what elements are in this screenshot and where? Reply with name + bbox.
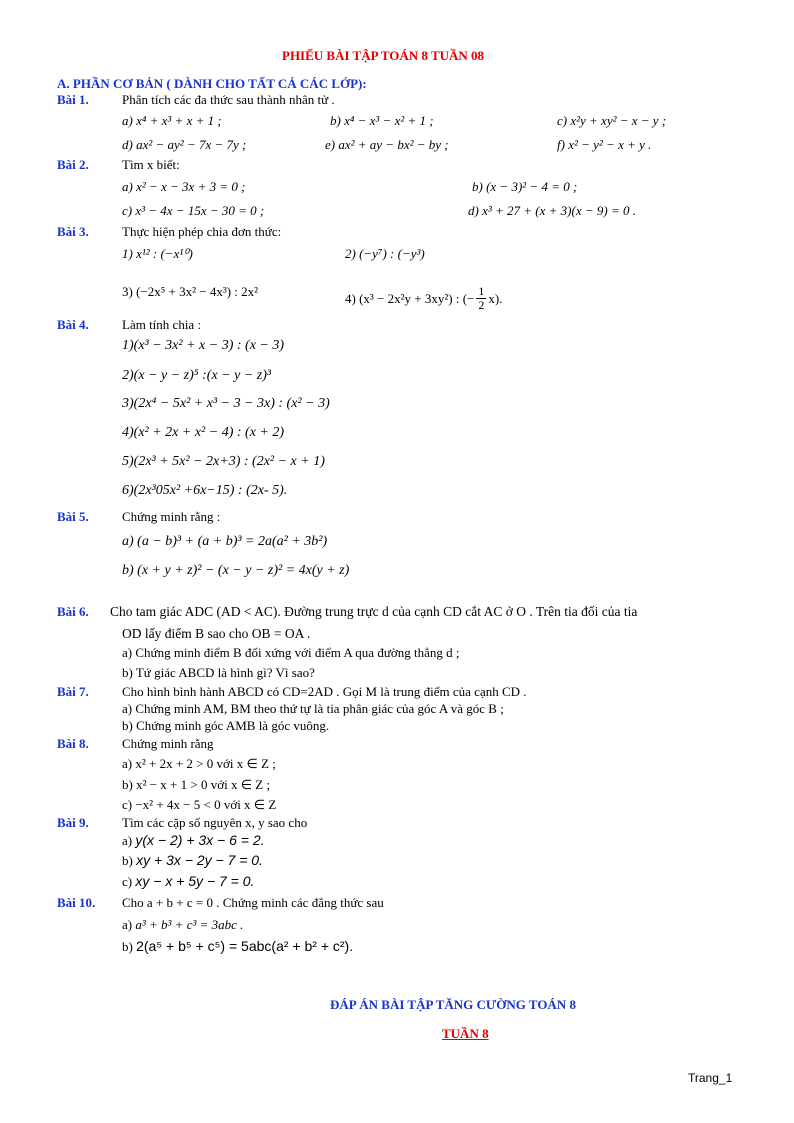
- exercise-item: c) x²y + xy² − x − y ;: [557, 113, 667, 128]
- exercise-label: Bài 1.: [57, 92, 89, 107]
- exercise-label: Bài 8.: [57, 736, 89, 751]
- exercise-prompt: Tìm các cặp số nguyên x, y sao cho: [122, 815, 308, 830]
- exercise-text: OD lấy điểm B sao cho OB = OA .: [122, 626, 311, 641]
- exercise-prompt: Thực hiện phép chia đơn thức:: [122, 224, 282, 239]
- exercise-item: 4)(x² + 2x + x² − 4) : (x + 2): [122, 425, 285, 440]
- exercise-text: b) Chứng minh góc AMB là góc vuông.: [122, 718, 330, 733]
- exercise-text: a) Chứng minh điểm B đối xứng với điểm A qua đường thẳng d ;: [122, 645, 460, 660]
- exercise-item: [122, 853, 263, 867]
- item-equation: y(x − 2) + 3x − 6 = 2.: [135, 832, 265, 848]
- exercise-item: 2) (−y⁷) : (−y³): [345, 246, 425, 261]
- exercise-item: c) x³ − 4x − 15x − 30 = 0 ;: [122, 203, 265, 218]
- item-equation: xy − x + 5y − 7 = 0.: [135, 873, 255, 889]
- fraction: [476, 285, 486, 312]
- exercise-item: c) −x² + 4x − 5 < 0 với x ∈ Z: [122, 797, 277, 812]
- exercise-label: Bài 10.: [57, 895, 96, 910]
- exercise-item: a) x⁴ + x³ + x + 1 ;: [122, 113, 222, 128]
- exercise-prompt: Chứng minh rằng: [122, 736, 214, 751]
- answer-title: ĐÁP ÁN BÀI TẬP TĂNG CƯỜNG TOÁN 8: [330, 997, 576, 1012]
- exercise-prompt: Làm tính chia :: [122, 317, 202, 332]
- exercise-item: 1) x¹² : (−x¹⁰): [122, 246, 193, 261]
- item-equation: 2(a⁵ + b⁵ + c⁵) = 5abc(a² + b² + c²).: [136, 938, 354, 954]
- exercise-item: [122, 939, 353, 953]
- exercise-item: a) x² − x − 3x + 3 = 0 ;: [122, 179, 246, 194]
- exercise-item: b) (x − 3)² − 4 = 0 ;: [472, 179, 578, 194]
- fraction-denominator: 2: [478, 298, 485, 313]
- exercise-item: f) x² − y² − x + y .: [557, 137, 652, 152]
- item-letter: b): [122, 853, 137, 868]
- exercise-label: Bài 2.: [57, 157, 89, 172]
- item-letter: b): [122, 939, 137, 954]
- exercise-item: b) x² − x + 1 > 0 với x ∈ Z ;: [122, 777, 271, 792]
- exercise-item: 2)(x − y − z)⁵ :(x − y − z)³: [122, 368, 272, 383]
- exercise-item: b) (x + y + z)² − (x − y − z)² = 4x(y + z): [122, 563, 350, 578]
- exercise-label: Bài 4.: [57, 317, 89, 332]
- exercise-prompt: Cho a + b + c = 0 . Chứng minh các đẳng thức sau: [122, 895, 384, 910]
- section-heading: A. PHẦN CƠ BẢN ( DÀNH CHO TẤT CẢ CÁC LỚP):: [57, 76, 367, 91]
- exercise-label: Bài 9.: [57, 815, 89, 830]
- fraction-numerator: 1: [478, 284, 485, 298]
- exercise-item: [122, 918, 243, 931]
- exercise-item: [122, 833, 265, 847]
- item-equation: xy + 3x − 2y − 7 = 0.: [136, 852, 263, 868]
- exercise-item: a) (a − b)³ + (a + b)³ = 2a(a² + 3b²): [122, 534, 328, 549]
- exercise-item: 1)(x³ − 3x² + x − 3) : (x − 3): [122, 338, 285, 353]
- item-letter: a): [122, 833, 136, 848]
- exercise-item-4: [345, 285, 502, 312]
- answer-week: TUẦN 8: [442, 1026, 489, 1041]
- page-number: Trang_1: [688, 1071, 733, 1085]
- exercise-item: a) x² + 2x + 2 > 0 với x ∈ Z ;: [122, 756, 276, 771]
- exercise-label: Bài 5.: [57, 509, 89, 524]
- exercise-text: Cho tam giác ADC (AD < AC). Đường trung trực d của cạnh CD cắt AC ở O . Trên tia đối của tia: [110, 604, 638, 619]
- exercise-item: d) x³ + 27 + (x + 3)(x − 9) = 0 .: [468, 203, 636, 218]
- exercise-item-tail: x).: [488, 291, 503, 307]
- item-equation: a³ + b³ + c³ = 3abc .: [135, 917, 244, 932]
- exercise-prompt: Chứng minh rằng :: [122, 509, 221, 524]
- exercise-item: [122, 874, 254, 888]
- exercise-item: d) ax² − ay² − 7x − 7y ;: [122, 137, 247, 152]
- exercise-text: b) Tứ giác ABCD là hình gì? Vì sao?: [122, 665, 315, 680]
- page-title: PHIẾU BÀI TẬP TOÁN 8 TUẦN 08: [282, 48, 485, 63]
- exercise-item: 3)(2x⁴ − 5x² + x³ − 3 − 3x) : (x² − 3): [122, 396, 330, 411]
- exercise-item-text: 4) (x³ − 2x²y + 3xy²) : (−: [345, 291, 475, 307]
- exercise-item: 6)(2x³05x² +6x−15) : (2x- 5).: [122, 483, 288, 498]
- exercise-label: Bài 7.: [57, 684, 89, 699]
- exercise-item: 5)(2x³ + 5x² − 2x+3) : (2x² − x + 1): [122, 454, 325, 469]
- exercise-prompt: Tìm x biết:: [122, 157, 180, 172]
- item-letter: a): [122, 917, 136, 932]
- exercise-item: b) x⁴ − x³ − x² + 1 ;: [330, 113, 434, 128]
- item-letter: c): [122, 874, 136, 889]
- exercise-label: Bài 6.: [57, 604, 89, 619]
- exercise-prompt: Phân tích các đa thức sau thành nhân tử .: [122, 92, 335, 107]
- exercise-item: e) ax² + ay − bx² − by ;: [325, 137, 449, 152]
- exercise-item: 3) (−2x⁵ + 3x² − 4x³) : 2x²: [122, 284, 259, 299]
- exercise-label: Bài 3.: [57, 224, 89, 239]
- exercise-text: a) Chứng minh AM, BM theo thứ tự là tia phân giác của góc A và góc B ;: [122, 701, 504, 716]
- exercise-text: Cho hình bình hành ABCD có CD=2AD . Gọi M là trung điểm của cạnh CD .: [122, 684, 527, 699]
